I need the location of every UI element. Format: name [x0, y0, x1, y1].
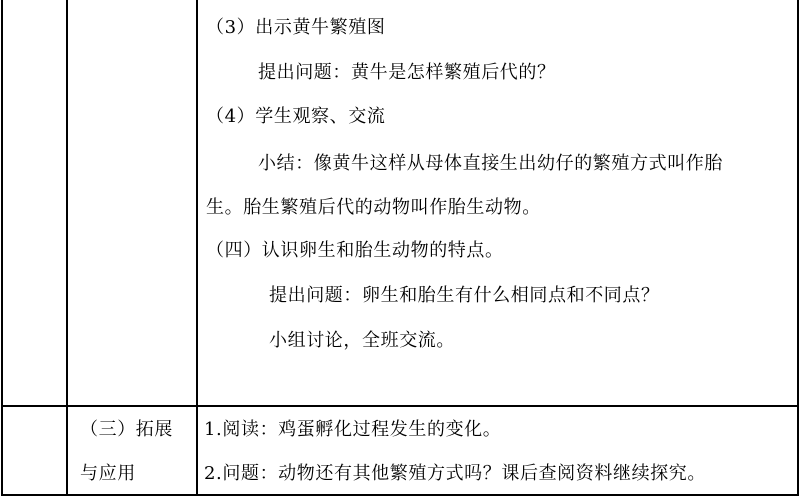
table-border-left: [1, 0, 3, 496]
content-line-5: 生。胎生繁殖后代的动物叫作胎生动物。: [206, 197, 541, 218]
stage-label-line-2: 与应用: [80, 463, 136, 484]
table-border-right: [797, 0, 799, 496]
content-line-8: 小组讨论，全班交流。: [269, 330, 455, 351]
table-border-bottom: [1, 494, 799, 496]
extension-line-2: 2.问题：动物还有其他繁殖方式吗？课后查阅资料继续探究。: [204, 463, 706, 484]
content-line-7: 提出问题：卵生和胎生有什么相同点和不同点？: [269, 285, 660, 306]
extension-line-1: 1.阅读：鸡蛋孵化过程发生的变化。: [204, 419, 502, 440]
stage-label-line-1: （三）拓展: [80, 419, 173, 440]
row-divider: [1, 405, 799, 407]
content-line-6: （四）认识卵生和胎生动物的特点。: [206, 240, 504, 261]
column-divider-1: [66, 0, 68, 496]
content-line-1: （3）出示黄牛繁殖图: [206, 17, 386, 38]
content-line-4: 小结：像黄牛这样从母体直接生出幼仔的繁殖方式叫作胎: [258, 153, 723, 174]
content-line-2: 提出问题：黄牛是怎样繁殖后代的？: [258, 62, 556, 83]
content-line-3: （4）学生观察、交流: [206, 106, 386, 127]
column-divider-2: [196, 0, 198, 496]
